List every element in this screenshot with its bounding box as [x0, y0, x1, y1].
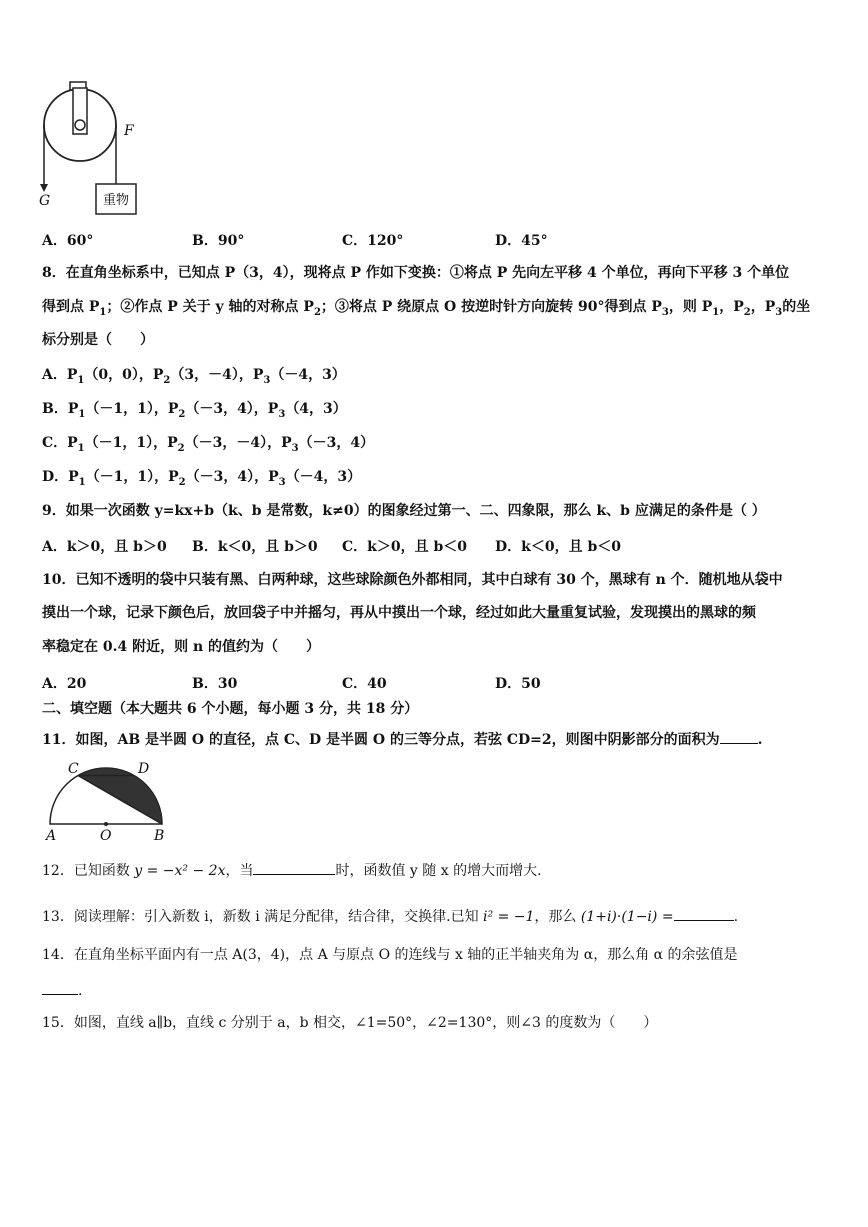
q13-answer-blank[interactable]	[674, 906, 734, 921]
pulley-figure	[36, 80, 146, 220]
q12-function: y = −x² − 2x	[134, 863, 226, 879]
q8-line-2: 得到点 $P_1$；②作点 P 关于 y 轴的对称点 $P_2$；③将点 P 绕原点 O 按逆时针方向旋转 90°得到点 $P_3$，则 $P_1$，$P_2$，$P_3$的坐	[42, 299, 811, 318]
section-2-heading: 二、填空题（本大题共 6 个小题，每小题 3 分，共 18 分）	[42, 701, 419, 717]
q10-line-1: 10．已知不透明的袋中只装有黑、白两种球，这些球除颜色外都相同，其中白球有 30 个，黑球有 n 个．随机地从袋中	[42, 572, 783, 588]
q9-stem: 9．如果一次函数 y=kx+b（k、b 是常数，k≠0）的图象经过第一、二、四象限，那么 k、b 应满足的条件是（ ）	[42, 503, 766, 519]
q8-line-1: 8．在直角坐标系中，已知点 P（3，4），现将点 P 作如下变换：①将点 P 先向左平移 4 个单位，再向下平移 3 个单位	[42, 265, 790, 281]
label-c: C	[68, 761, 79, 777]
q10-line-2: 摸出一个球，记录下颜色后，放回袋子中并摇匀，再从中摸出一个球，经过如此大量重复试验，发现摸出的黑球的频	[42, 605, 756, 621]
q12-stem: 12．已知函数 y = −x² − 2x，当 时，函数值 y 随 x 的增大而增大.	[42, 860, 542, 880]
q8-line-3: 标分别是（ ）	[42, 332, 154, 348]
q14-answer-blank[interactable]	[42, 980, 78, 995]
force-g-label: G	[39, 193, 51, 209]
q8-option-a: A．$P_1(0$，0），$P_2(3$，－4），$P_3(-4$，3）	[42, 367, 346, 386]
weight-label: 重物	[102, 193, 130, 208]
q7-option-a: A．60°	[42, 233, 94, 249]
q15-stem: 15．如图，直线 a∥b，直线 c 分别于 a，b 相交，∠1=50°，∠2=130°，则∠3 的度数为（ ）	[42, 1015, 658, 1031]
q9-option-b: B．k＜0，且 b＞0	[192, 539, 318, 555]
q12-answer-blank[interactable]	[253, 860, 335, 875]
q8-option-d: D．$P_1(-1$，1），$P_2(-3$，4），$P_3(-4$，3）	[42, 469, 362, 488]
q10-option-c: C．40	[342, 676, 387, 692]
q7-option-b: B．90°	[192, 233, 245, 249]
q11-answer-blank[interactable]	[720, 729, 758, 744]
q13-stem: 13．阅读理解：引入新数 i，新数 i 满足分配律，结合律，交换律.已知 i² = −1，那么 (1+i)·(1−i) = .	[42, 906, 738, 926]
semicircle-figure	[44, 756, 174, 846]
q8-option-c: C．$P_1(-1$，1），$P_2(-3$，－4），$P_3(-3$，4）	[42, 435, 375, 454]
q14-line-2: .	[42, 980, 82, 1000]
q10-option-a: A．20	[42, 676, 87, 692]
q7-option-d: D．45°	[495, 233, 548, 249]
force-f-label: F	[124, 123, 134, 139]
q8-option-b: B．$P_1(-1$，1），$P_2(-3$，4），$P_3(4$，3）	[42, 401, 347, 420]
label-b: B	[154, 828, 165, 844]
q11-stem: 11．如图，AB 是半圆 O 的直径，点 C、D 是半圆 O 的三等分点，若弦 CD=2，则图中阴影部分的面积为 .	[42, 729, 762, 749]
label-d: D	[138, 761, 150, 777]
q10-line-3: 率稳定在 0.4 附近，则 n 的值约为（ ）	[42, 639, 321, 655]
q9-option-c: C．k＞0，且 b＜0	[342, 539, 467, 555]
q9-option-a: A．k＞0，且 b＞0	[42, 539, 167, 555]
q10-option-d: D．50	[495, 676, 541, 692]
q10-option-b: B．30	[192, 676, 238, 692]
label-o: O	[100, 828, 112, 844]
q13-expression: (1+i)·(1−i) =	[580, 909, 674, 925]
label-a: A	[46, 828, 57, 844]
q14-line-1: 14．在直角坐标平面内有一点 A(3，4)，点 A 与原点 O 的连线与 x 轴的正半轴夹角为 α，那么角 α 的余弦值是	[42, 947, 738, 963]
q7-option-c: C．120°	[342, 233, 404, 249]
q13-equation: i² = −1	[483, 909, 535, 925]
q9-option-d: D．k＜0，且 b＜0	[495, 539, 621, 555]
